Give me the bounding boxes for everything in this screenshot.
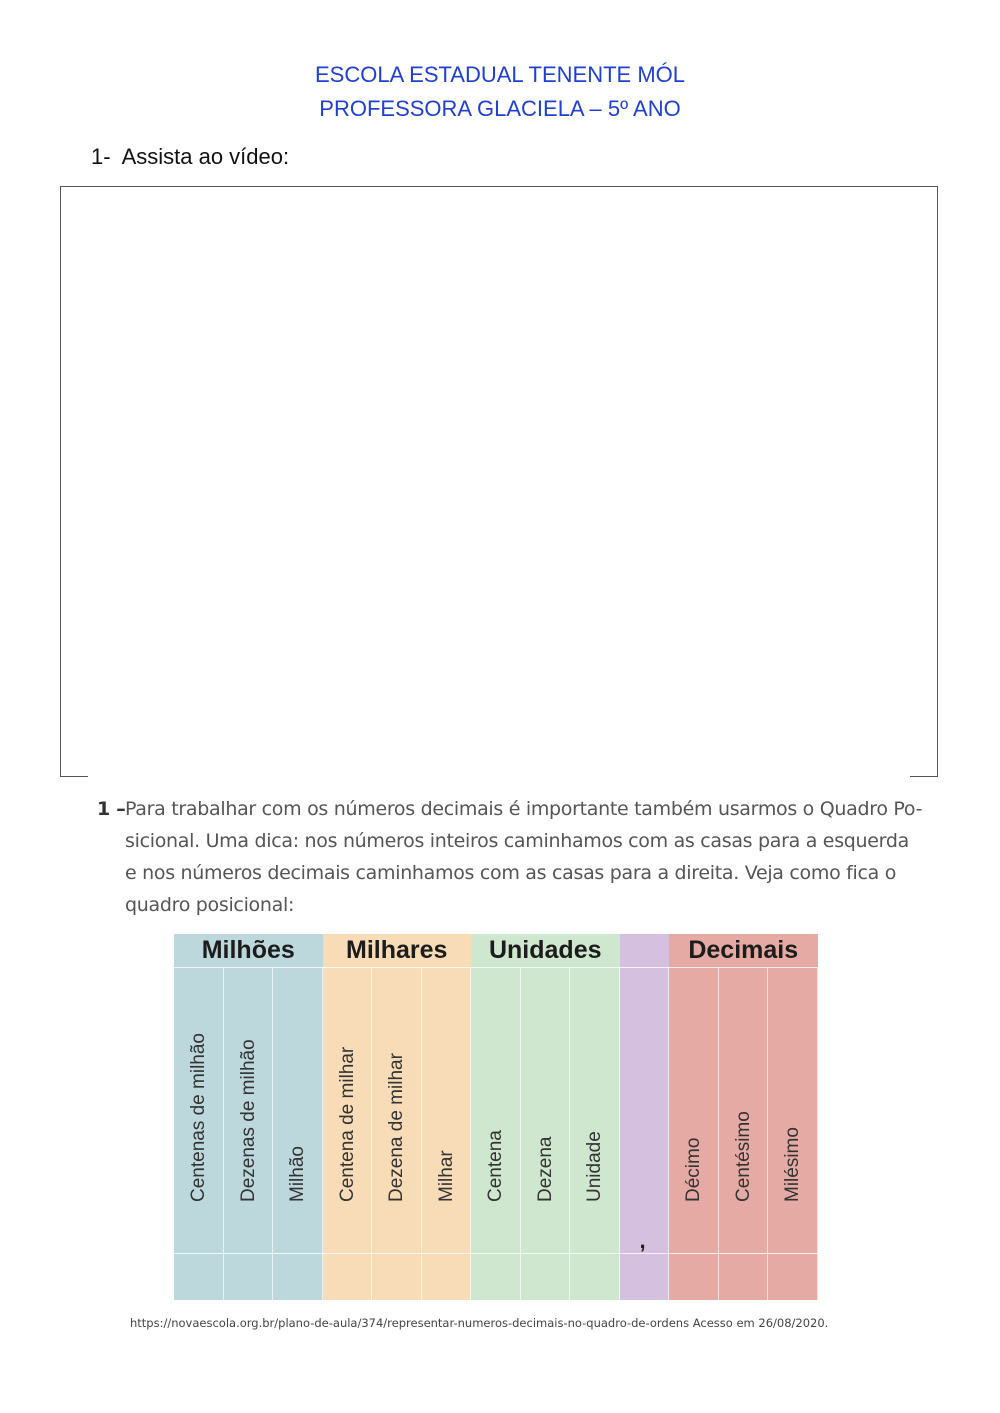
place-value-column [768,934,818,1300]
video-frame[interactable] [60,186,938,776]
place-value-column [570,934,620,1300]
question-1-text: Assista ao vídeo: [121,144,290,169]
question-2-line: quadro posicional: [125,894,295,916]
place-value-column [422,934,472,1300]
group-header: Unidades [471,934,620,968]
column-label: Centena de milhar [336,1046,358,1202]
question-2-line: sicional. Uma dica: nos números inteiros caminhamos com as casas para a esquerda [125,830,909,852]
group-header: Milhares [323,934,472,968]
teacher-grade: PROFESSORA GLACIELA – 5º ANO [319,96,681,121]
school-name: ESCOLA ESTADUAL TENENTE MÓL [314,62,686,87]
column-label: Centésimo [732,1111,754,1202]
question-1-number: 1- [91,144,111,169]
group-header [620,934,670,968]
column-label: Milhão [287,1146,308,1202]
question-1 [91,144,289,170]
question-2-number: 1 – [97,798,126,820]
column-label: Centenas de milhão [188,1033,209,1202]
column-label: Dezenas de milhão [237,1039,259,1202]
column-label: Milhar [435,1150,457,1202]
question-2-line: e nos números decimais caminhamos com as casas para a direita. Veja como fica o [125,862,897,884]
decimal-comma: , [639,1228,646,1253]
column-label: Centena [485,1130,506,1202]
place-value-column [669,934,719,1300]
group-header: Milhões [174,934,323,968]
column-label: Unidade [584,1131,605,1202]
question-2-line: Para trabalhar com os números decimais é importante também usarmos o Quadro Po- [125,798,923,820]
group-header: Decimais [669,934,818,968]
question-2 [97,793,923,921]
column-label: Décimo [683,1137,704,1202]
column-label: Milésimo [782,1127,803,1202]
source-citation: https://novaescola.org.br/plano-de-aula/374/representar-numeros-decimais-no-quadro-de-ordens Acesso em 26/08/2020. [130,1316,829,1330]
place-value-table [174,934,819,1300]
video-frame-edge-left [60,776,88,777]
column-label: Dezena de milhar [386,1053,407,1202]
place-value-column [521,934,571,1300]
video-frame-edge-right [910,776,938,777]
place-value-column [273,934,323,1300]
answer-row-divider [174,1253,819,1254]
place-value-column [471,934,521,1300]
column-label: Dezena [534,1136,556,1202]
